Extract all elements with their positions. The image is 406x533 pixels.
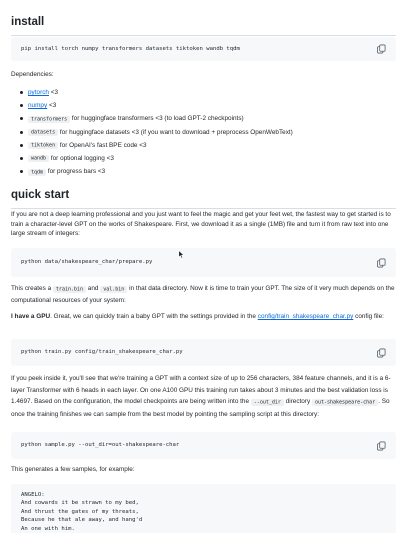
- train-command: python train.py config/train_shakespeare_char.py: [21, 349, 183, 356]
- train-bin-code: train.bin: [53, 286, 86, 293]
- dependency-item: datasets for huggingface datasets <3 (if you want to download + preprocess OpenWebText): [20, 126, 293, 139]
- dependency-item: wandb for optional logging <3: [20, 152, 293, 165]
- sample-line: ANGELO:: [21, 492, 45, 498]
- dependencies-label: Dependencies:: [11, 71, 54, 78]
- inline-code: transformers: [28, 116, 70, 123]
- sample-command: python sample.py --out_dir=out-shakespeare-char: [21, 442, 180, 449]
- copy-icon: [377, 348, 386, 357]
- copy-button[interactable]: [377, 348, 386, 357]
- install-heading: install: [11, 14, 396, 36]
- sample-line: And thrust the gates of my threats,: [21, 508, 139, 515]
- out-dir-flag-code: --out_dir: [251, 399, 284, 406]
- copy-icon: [377, 441, 386, 450]
- pytorch-link[interactable]: pytorch: [28, 89, 49, 96]
- copy-icon: [377, 258, 386, 267]
- prepare-command: python data/shakespeare_char/prepare.py: [21, 259, 153, 266]
- peek-paragraph: If you peek inside it, you'll see that we're training a GPT with a context size of up to 256 characters, 384 feature channels, and it is a 6-layer Transformer with 6 heads in each layer. On one A100 GPU this training run takes about 3 minutes and the best validation loss is 1.4697. Based on the configuration, the model checkpoints are being written into the --out_dir directory out-shakespeare-char . So once the training finishes we can sample from the best model by pointing the sampling script at this directory:: [11, 375, 391, 418]
- inline-code: tqdm: [28, 169, 46, 176]
- mouse-cursor-icon: [178, 250, 185, 259]
- gpu-bold: I have a GPU: [11, 313, 51, 320]
- install-command: pip install torch numpy transformers datasets tiktoken wandb tqdm: [21, 45, 240, 52]
- sample-line: And cowards it be strawn to my bed,: [21, 500, 139, 507]
- sample-line: An one with him.: [21, 525, 75, 532]
- copy-button[interactable]: [377, 441, 386, 450]
- dependency-item: numpy <3: [20, 99, 293, 112]
- inline-code: tiktoken: [28, 142, 58, 149]
- quick-start-intro: If you are not a deep learning professional and you just want to feel the magic and get your feet wet, the fastest way to get started is to train a character-level GPT on the works of Shakespeare. First, we download it as a single (1MB) file and turn it from raw text into one large stream of integers:: [11, 211, 391, 238]
- copy-button[interactable]: [377, 258, 386, 267]
- config-link[interactable]: config/train_shakespeare_char.py: [257, 313, 354, 320]
- gpu-paragraph: I have a GPU. Great, we can quickly train a baby GPT with the settings provided in the config/train_shakespeare_char.py config file:: [11, 313, 384, 320]
- copy-icon: [377, 45, 386, 54]
- dependency-item: tqdm for progress bars <3: [20, 165, 293, 178]
- numpy-link[interactable]: numpy: [28, 102, 48, 110]
- dependency-item: tiktoken for OpenAI's fast BPE code <3: [20, 139, 293, 152]
- sample-code-block: [11, 432, 396, 459]
- prepare-code-block: [11, 248, 396, 277]
- sample-line: Because he that ale away, and hang'd: [21, 517, 143, 524]
- inline-code: datasets: [28, 129, 58, 136]
- dependency-item: pytorch <3: [20, 86, 293, 99]
- inline-code: wandb: [28, 155, 49, 162]
- dependencies-list: [20, 86, 293, 178]
- quick-start-heading: quick start: [11, 187, 396, 209]
- train-code-block: [11, 339, 396, 366]
- copy-button[interactable]: [377, 45, 386, 54]
- dependency-item: transformers for huggingface transformers <3 (to load GPT-2 checkpoints): [20, 112, 293, 125]
- val-bin-code: val.bin: [100, 286, 127, 293]
- install-code-block: [11, 37, 396, 61]
- sample-output-block: [11, 484, 396, 533]
- generates-paragraph: This generates a few samples, for example:: [11, 466, 135, 473]
- creates-paragraph: This creates a train.bin and val.bin in that data directory. Now it is time to train your GPT. The size of it very much depends on the computational resources of your system:: [11, 285, 395, 304]
- out-dir-value-code: out-shakespeare-char: [312, 399, 378, 406]
